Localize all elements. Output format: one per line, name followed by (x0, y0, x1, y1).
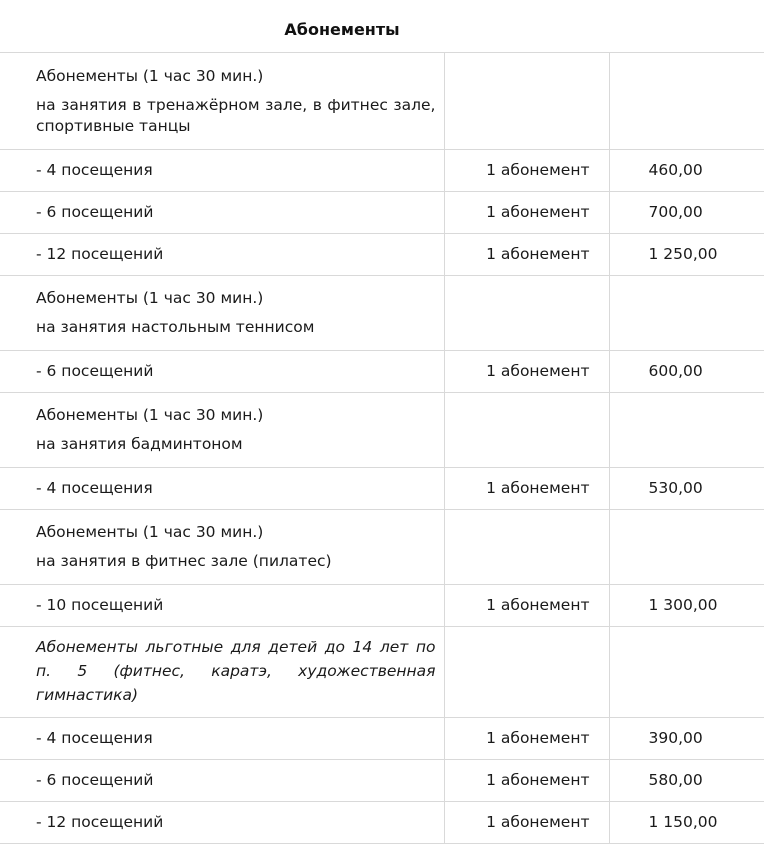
group-header-row (0, 53, 764, 150)
table-row (0, 234, 764, 276)
table-row (0, 351, 764, 393)
item-price: 1 250,00 (648, 245, 718, 263)
item-unit: 1 абонемент (486, 362, 590, 380)
table-row (0, 468, 764, 510)
item-price: 1 150,00 (648, 813, 718, 831)
group-subtitle: на занятия в фитнес зале (пилатес) (36, 552, 332, 570)
group-subtitle: на занятия настольным теннисом (36, 318, 315, 336)
page-title: Абонементы (284, 20, 400, 39)
item-price: 460,00 (648, 161, 703, 179)
group-subtitle: на занятия в тренажёрном зале, в фитнес зале, спортивные танцы (36, 96, 436, 135)
table-row (0, 718, 764, 760)
table-row (0, 585, 764, 627)
item-unit: 1 абонемент (486, 161, 590, 179)
item-name: - 10 посещений (36, 596, 164, 614)
group-title: Абонементы (1 час 30 мин.) (36, 289, 264, 307)
table-row (0, 802, 764, 844)
group-title: Абонементы льготные для детей до 14 лет по п. 5 (фитнес, каратэ, художественная гимнастика) (36, 638, 436, 704)
price-table (0, 52, 764, 844)
group-header-row (0, 510, 764, 585)
item-unit: 1 абонемент (486, 729, 590, 747)
item-name: - 12 посещений (36, 813, 164, 831)
item-unit: 1 абонемент (486, 479, 590, 497)
item-name: - 12 посещений (36, 245, 164, 263)
item-name: - 6 посещений (36, 203, 154, 221)
group-title: Абонементы (1 час 30 мин.) (36, 67, 264, 85)
item-name: - 4 посещения (36, 729, 153, 747)
item-price: 580,00 (648, 771, 703, 789)
item-unit: 1 абонемент (486, 596, 590, 614)
item-price: 530,00 (648, 479, 703, 497)
item-price: 700,00 (648, 203, 703, 221)
item-unit: 1 абонемент (486, 245, 590, 263)
item-unit: 1 абонемент (486, 813, 590, 831)
group-title: Абонементы (1 час 30 мин.) (36, 523, 264, 541)
item-name: - 4 посещения (36, 161, 153, 179)
table-row (0, 150, 764, 192)
group-subtitle: на занятия бадминтоном (36, 435, 243, 453)
item-name: - 6 посещений (36, 362, 154, 380)
table-row (0, 760, 764, 802)
item-price: 390,00 (648, 729, 703, 747)
item-price: 600,00 (648, 362, 703, 380)
item-unit: 1 абонемент (486, 771, 590, 789)
group-header-row (0, 276, 764, 351)
item-price: 1 300,00 (648, 596, 718, 614)
group-header-row (0, 627, 764, 718)
item-unit: 1 абонемент (486, 203, 590, 221)
group-title: Абонементы (1 час 30 мин.) (36, 406, 264, 424)
group-header-row (0, 393, 764, 468)
item-name: - 6 посещений (36, 771, 154, 789)
item-name: - 4 посещения (36, 479, 153, 497)
table-row (0, 192, 764, 234)
